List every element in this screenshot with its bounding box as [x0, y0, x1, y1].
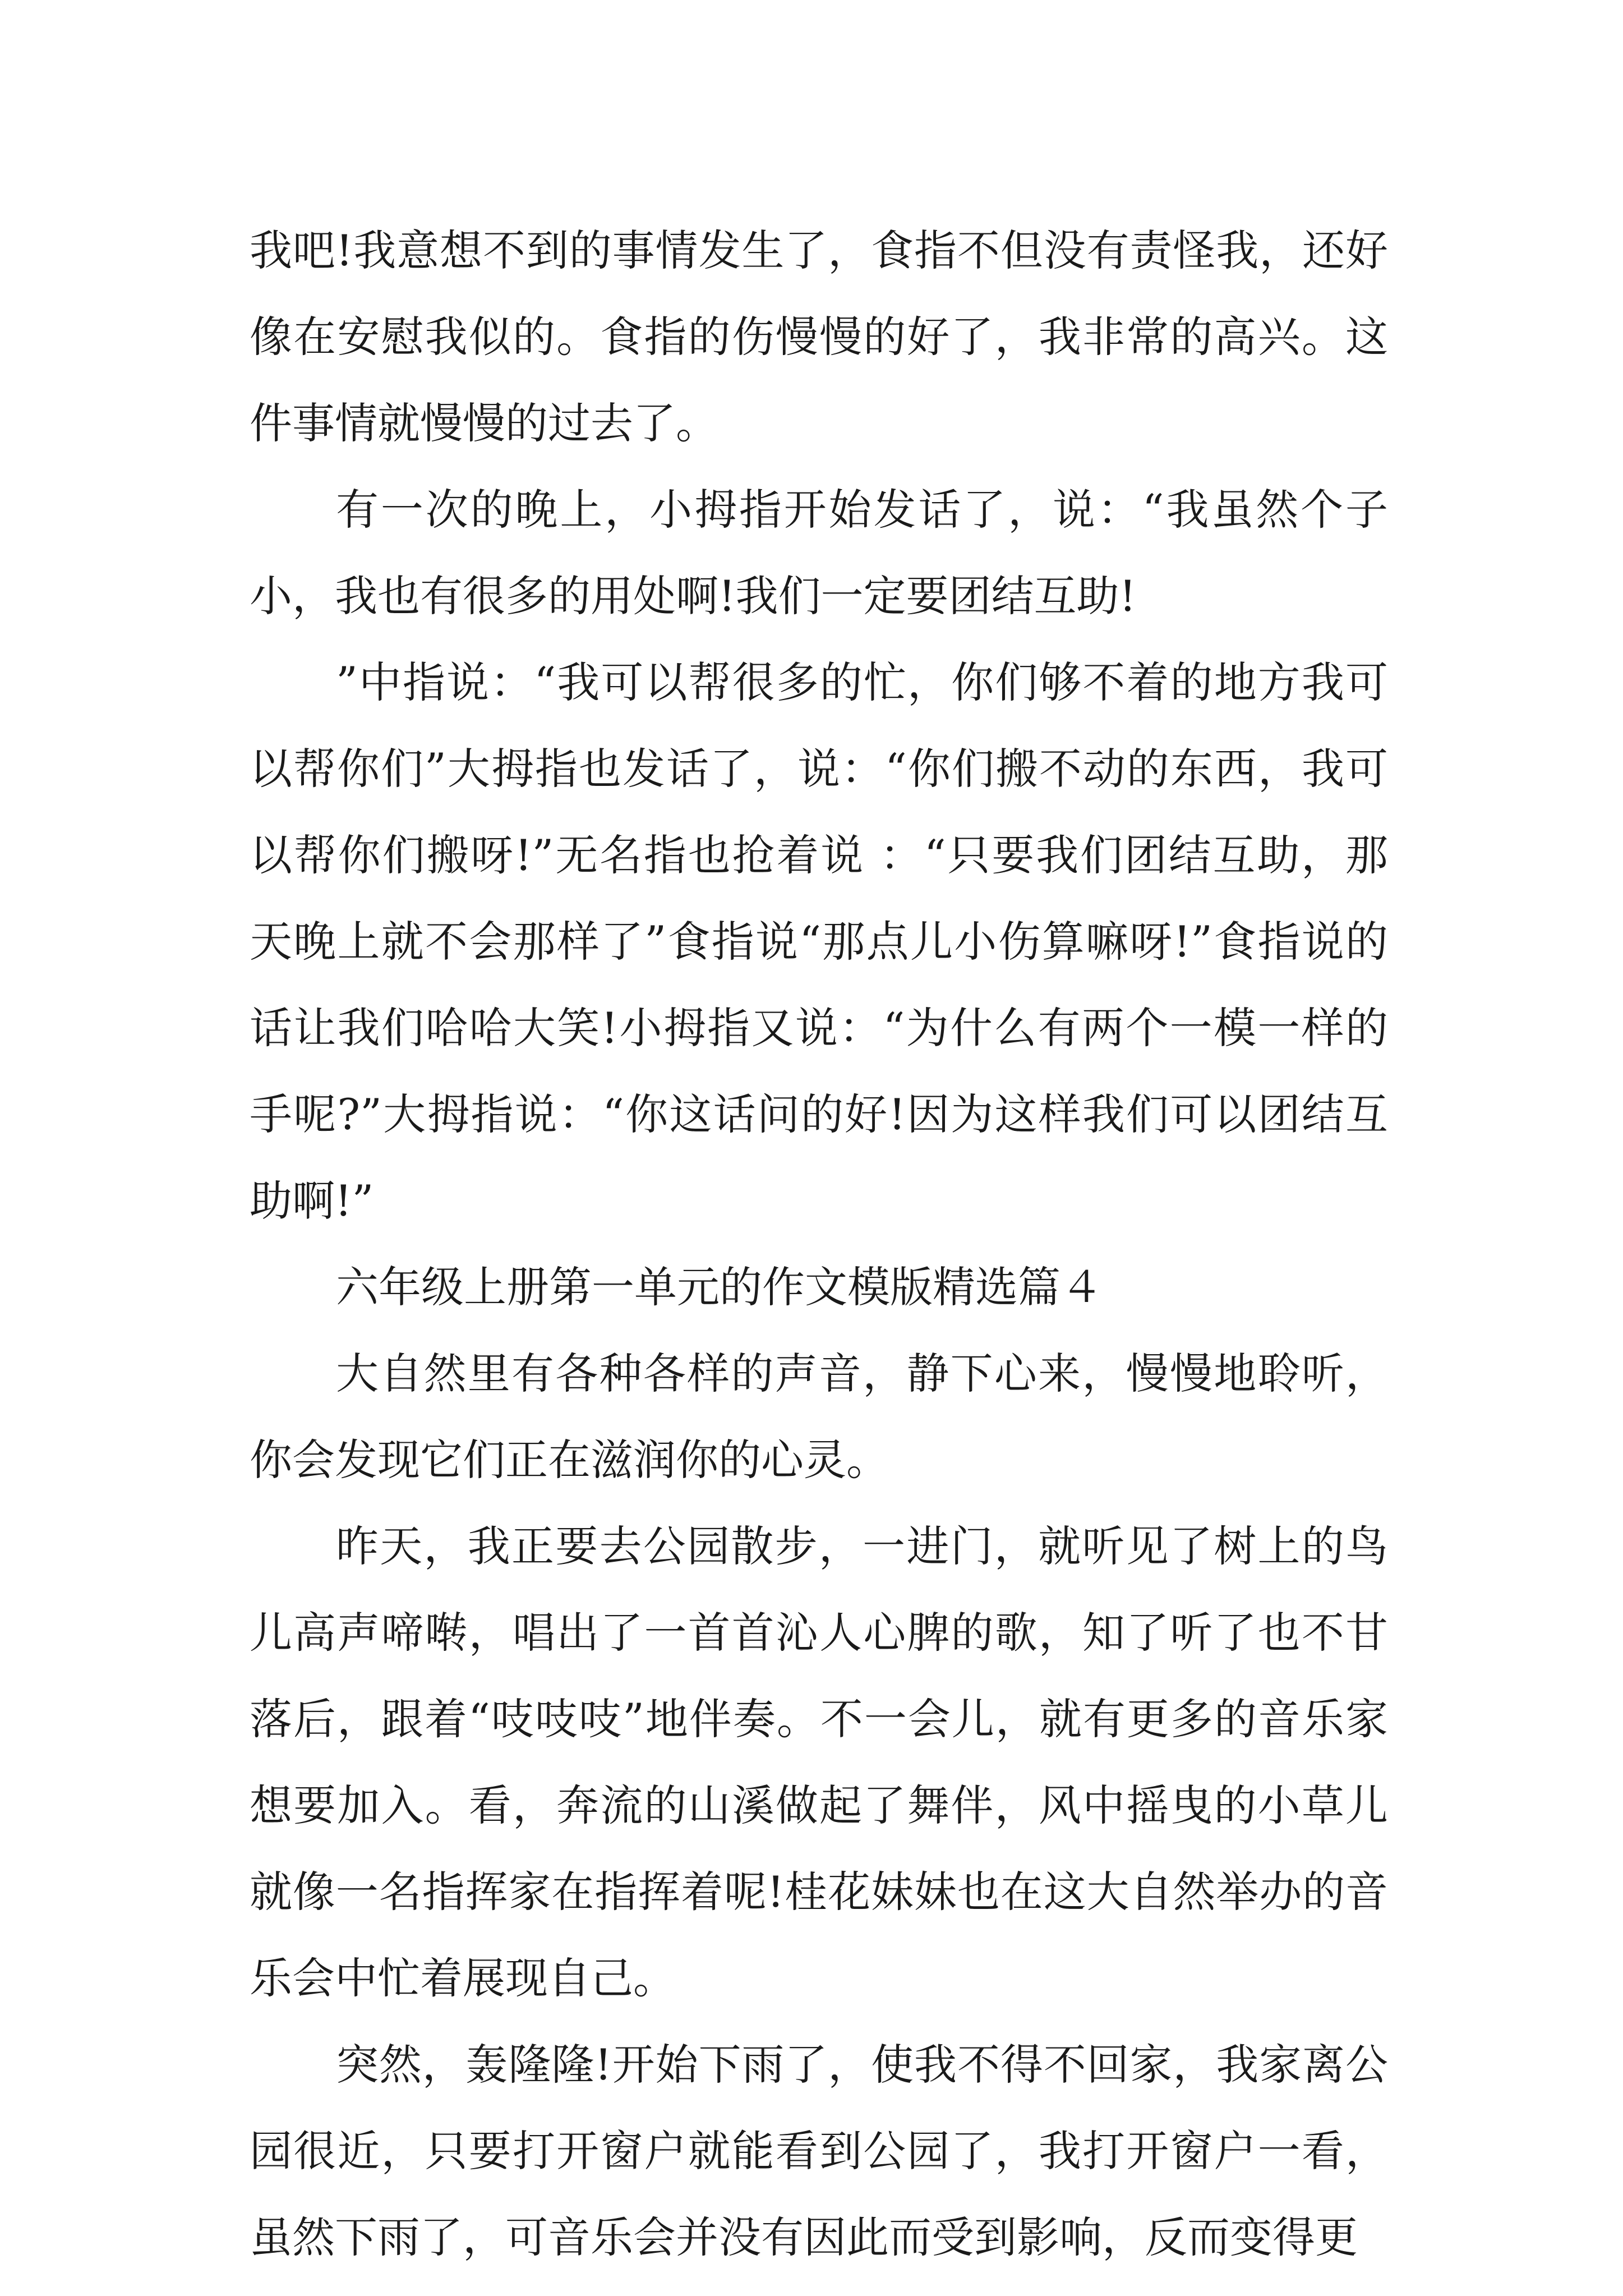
- paragraph-4: 大自然里有各种各样的声音，静下心来，慢慢地聆听，你会发现它们正在滋润你的心灵。: [250, 1349, 1388, 1485]
- document-body: [250, 208, 1388, 2281]
- paragraph-6: 突然，轰隆隆!开始下雨了，使我不得不回家，我家离公园很近，只要打开窗户就能看到公园了，我打开窗户一看，虽然下雨了，可音乐会并没有因此而受到影响，反而变得更: [250, 2040, 1388, 2262]
- section-heading: 六年级上册第一单元的作文模版精选篇４: [336, 1262, 1103, 1312]
- paragraph-3: ”中指说：“我可以帮很多的忙，你们够不着的地方我可以帮你们”大拇指也发话了，说：“你们搬不动的东西，我可以帮你们搬呀!”无名指也抢着说 ：“只要我们团结互助，那天晚上就不会那样了”食指说“那点儿小伤算嘛呀!”食指说的话让我们哈哈大笑!小拇指又说：“为什么有两个一模一样的手呢?”大拇指说：“你这话问的好!因为这样我们可以团结互助啊!”: [250, 657, 1388, 1226]
- paragraph-1: 我吧!我意想不到的事情发生了，食指不但没有责怪我，还好像在安慰我似的。食指的伤慢慢的好了，我非常的高兴。这件事情就慢慢的过去了。: [250, 226, 1388, 448]
- paragraph-5: 昨天，我正要去公园散步，一进门，就听见了树上的鸟儿高声啼啭，唱出了一首首沁人心脾的歌，知了听了也不甘落后，跟着“吱吱吱”地伴奏。不一会儿，就有更多的音乐家想要加入。看，奔流的山溪做起了舞伴，风中摇曳的小草儿就像一名指挥家在指挥着呢!桂花妹妹也在这大自然举办的音乐会中忙着展现自己。: [250, 1521, 1388, 2003]
- paragraph-2: 有一次的晚上，小拇指开始发话了，说：“我虽然个子小，我也有很多的用处啊!我们一定要团结互助!: [250, 485, 1388, 621]
